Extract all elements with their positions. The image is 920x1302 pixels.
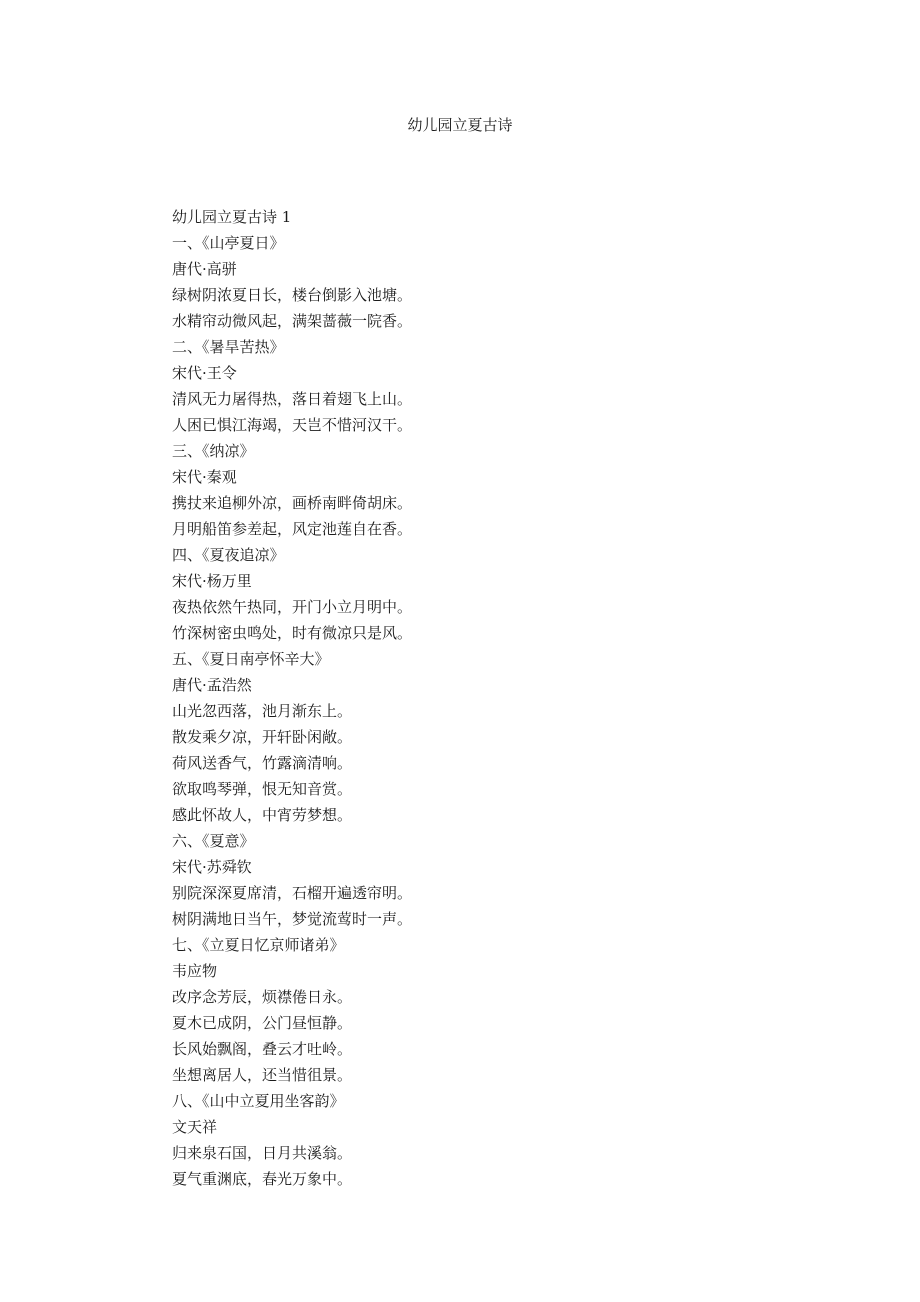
text-line: 长风始飘阁，叠云才吐岭。 [172,1040,353,1058]
text-line: 散发乘夕凉，开轩卧闲敞。 [172,728,353,746]
text-line: 欲取鸣琴弹，恨无知音赏。 [172,780,353,798]
text-line: 宋代·苏舜钦 [172,858,252,876]
text-line: 宋代·秦观 [172,468,237,486]
text-line: 唐代·高骈 [172,260,237,278]
text-line: 三、《纳凉》 [172,442,255,460]
text-line: 荷风送香气，竹露滴清响。 [172,754,353,772]
text-line: 八、《山中立夏用坐客韵》 [172,1092,345,1110]
text-line: 改序念芳辰，烦襟倦日永。 [172,988,353,1006]
text-line: 人困已惧江海竭，天岂不惜河汉干。 [172,416,413,434]
text-line: 水精帘动微风起，满架蔷薇一院香。 [172,312,413,330]
text-line: 携扙来追柳外凉，画桥南畔倚胡床。 [172,494,413,512]
text-line: 宋代·王令 [172,364,237,382]
text-line: 树阴满地日当午，梦觉流莺时一声。 [172,910,413,928]
text-line: 幼儿园立夏古诗 1 [172,208,292,226]
text-line: 月明船笛参差起，风定池莲自在香。 [172,520,413,538]
text-line: 坐想离居人，还当惜徂景。 [172,1066,353,1084]
text-line: 四、《夏夜追凉》 [172,546,285,564]
text-line: 感此怀故人，中宵劳梦想。 [172,806,353,824]
text-line: 夏气重渊底，春光万象中。 [172,1170,353,1188]
text-line: 绿树阴浓夏日长，楼台倒影入池塘。 [172,286,413,304]
text-line: 七、《立夏日忆京师诸弟》 [172,936,345,954]
text-line: 归来泉石国，日月共溪翁。 [172,1144,353,1162]
text-line: 唐代·孟浩然 [172,676,252,694]
text-line: 夏木已成阴，公门昼恒静。 [172,1014,353,1032]
text-line: 清风无力屠得热，落日着翅飞上山。 [172,390,413,408]
text-line: 二、《暑旱苦热》 [172,338,285,356]
text-line: 别院深深夏席清，石榴开遍透帘明。 [172,884,413,902]
text-line: 韦应物 [172,962,218,980]
document-body [172,204,772,1192]
text-line: 竹深树密虫鸣处，时有微凉只是风。 [172,624,413,642]
text-line: 文天祥 [172,1118,218,1136]
text-line: 山光忽西落，池月渐东上。 [172,702,353,720]
text-line: 五、《夏日南亭怀辛大》 [172,650,330,668]
text-line: 夜热依然午热同，开门小立月明中。 [172,598,413,616]
text-line: 六、《夏意》 [172,832,255,850]
page-title: 幼儿园立夏古诗 [407,116,513,134]
text-line: 宋代·杨万里 [172,572,252,590]
text-line: 一、《山亭夏日》 [172,234,285,252]
